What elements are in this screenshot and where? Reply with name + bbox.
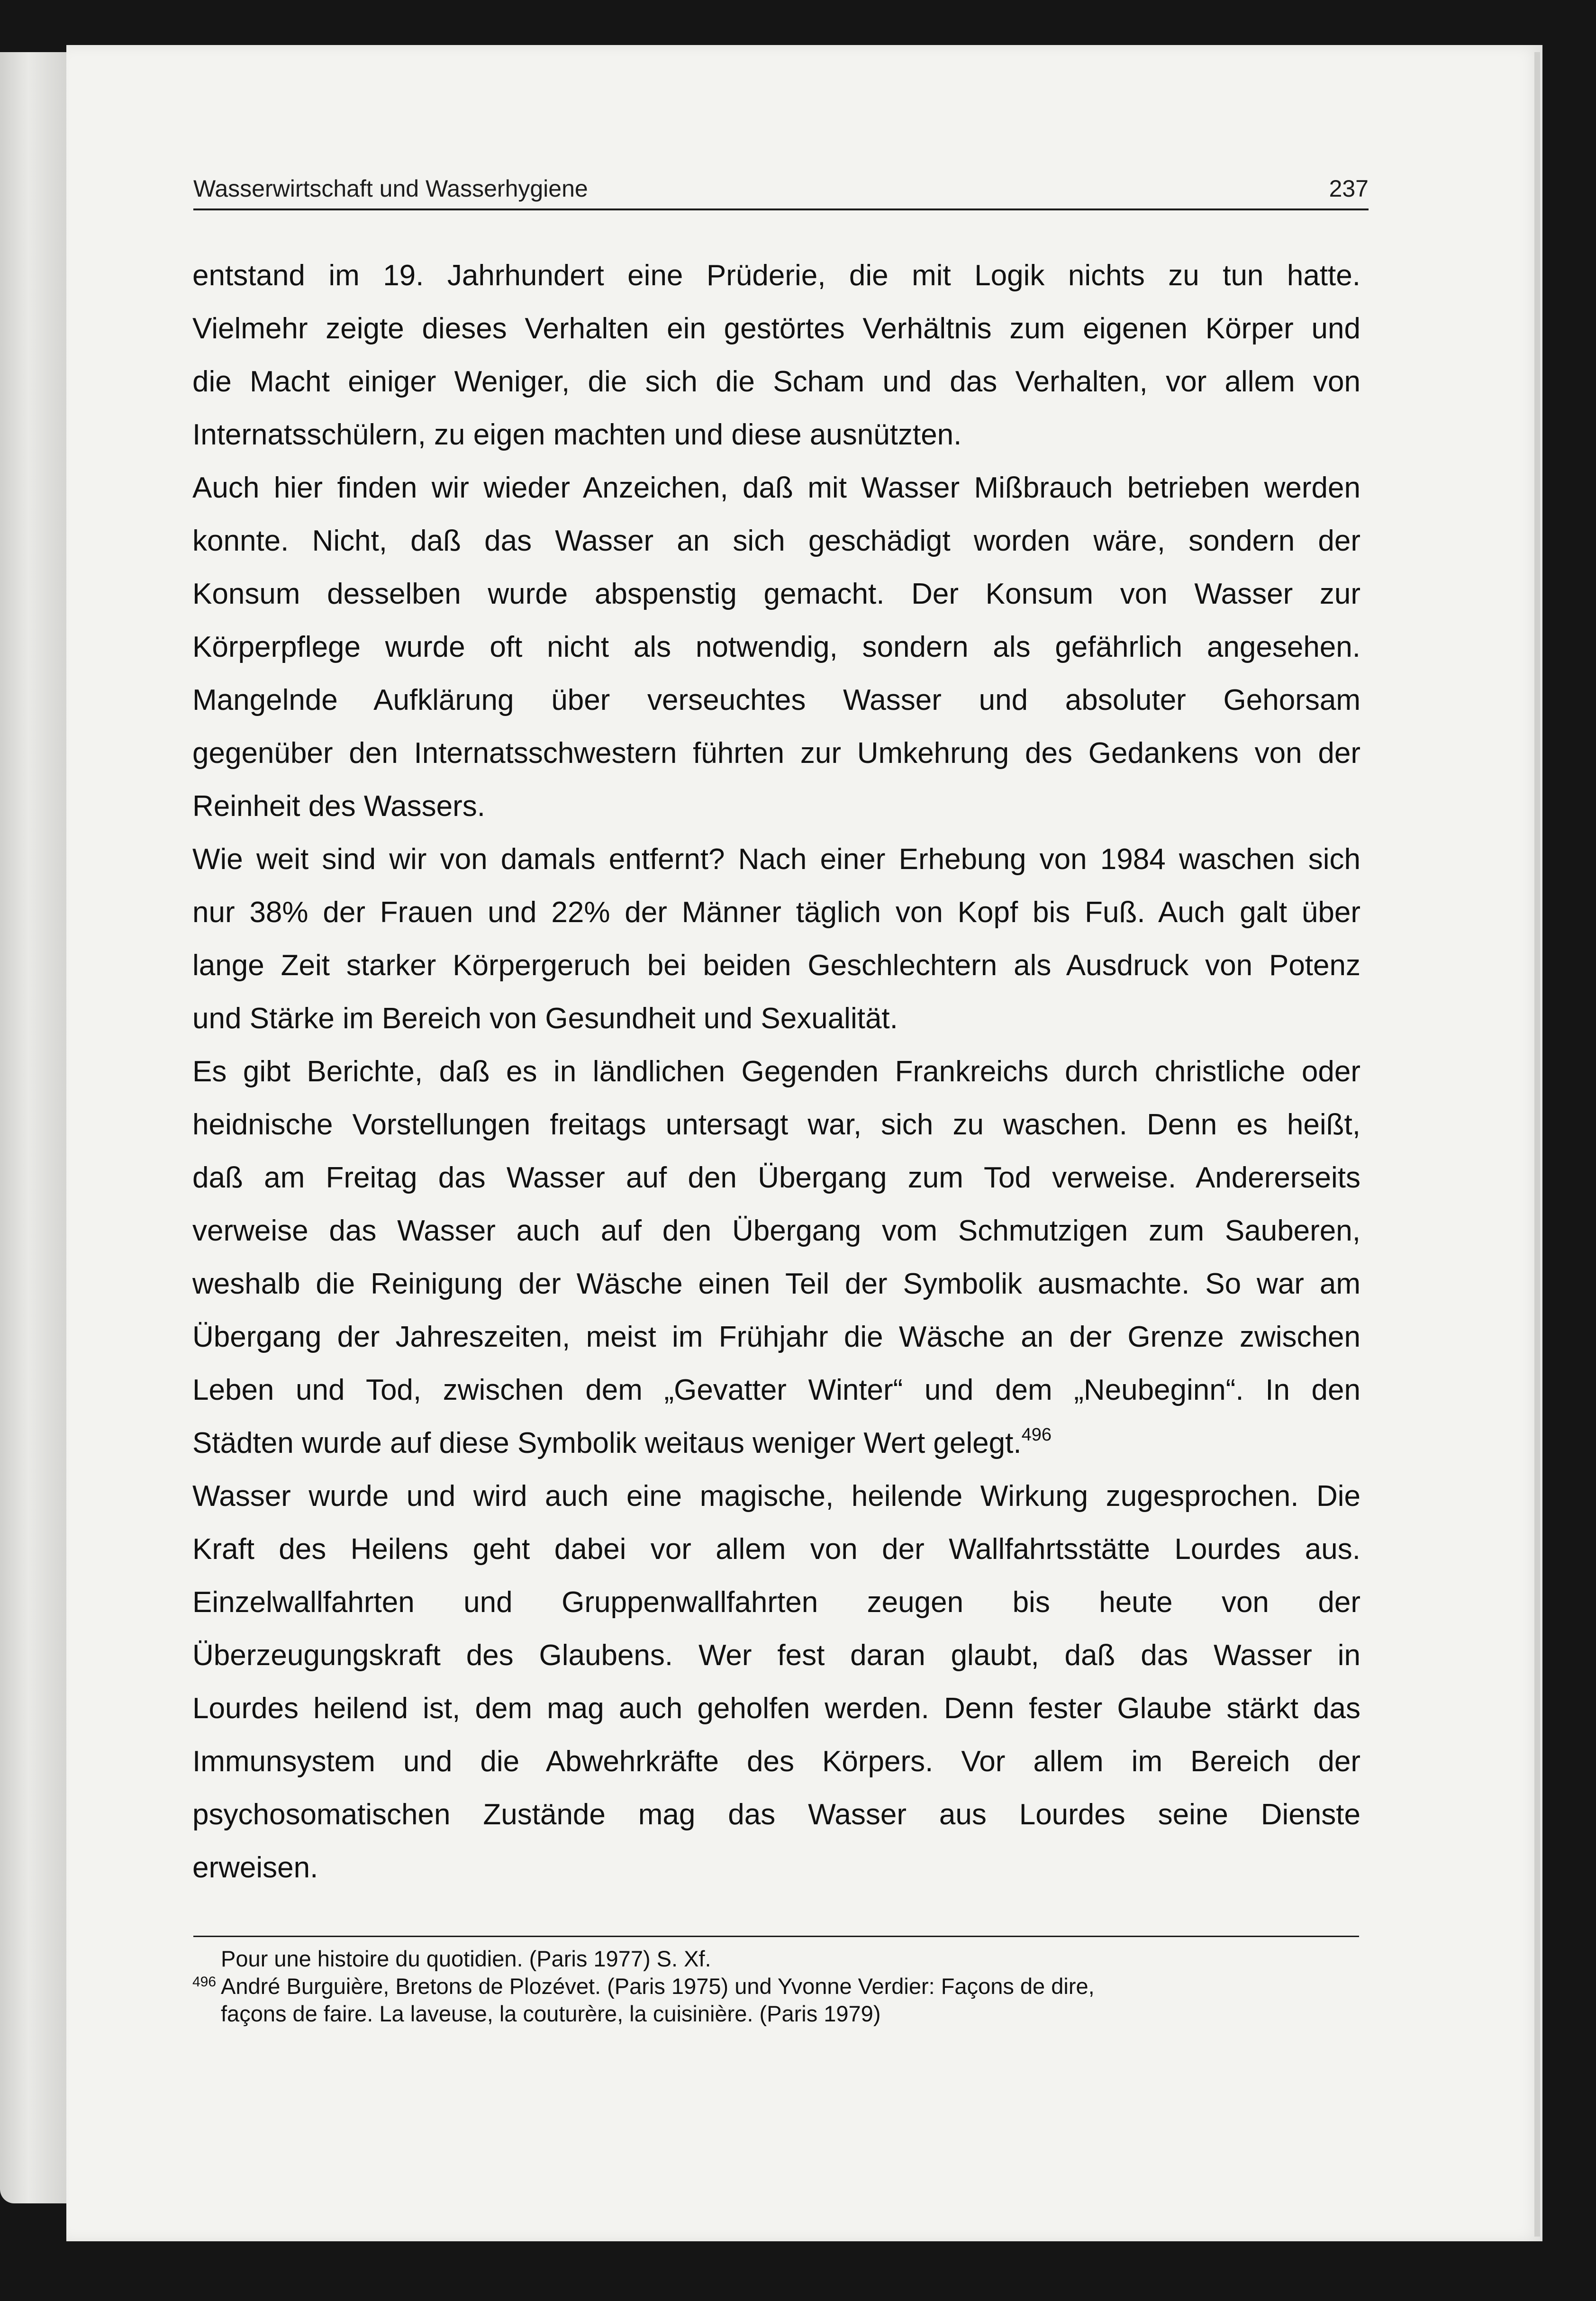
text-line: nur 38% der Frauen und 22% der Männer täglich von Kopf bis Fuß. Auch galt über bbox=[192, 896, 1360, 929]
text-line: Internatsschülern, zu eigen machten und diese ausnützten. bbox=[192, 418, 962, 451]
text-line: Einzelwallfahrten und Gruppenwallfahrten zeugen bis heute von der bbox=[192, 1586, 1360, 1619]
text-line: Leben und Tod, zwischen dem „Gevatter Winter“ und dem „Neubeginn“. In den bbox=[192, 1374, 1360, 1406]
book-page-stack bbox=[0, 52, 71, 2203]
text-line: Immunsystem und die Abwehrkräfte des Körpers. Vor allem im Bereich der bbox=[192, 1745, 1360, 1778]
text-line: Es gibt Berichte, daß es in ländlichen Gegenden Frankreichs durch christliche oder bbox=[192, 1055, 1360, 1088]
body-text bbox=[192, 251, 1360, 1896]
page-number: 237 bbox=[1329, 175, 1369, 202]
footnote-496: 496 André Burguière, Bretons de Plozévet. (Paris 1975) und Yvonne Verdier: Façons de dire, bbox=[192, 1974, 1095, 1999]
text-line: Lourdes heilend ist, dem mag auch geholfen werden. Denn fester Glaube stärkt das bbox=[192, 1692, 1360, 1725]
text-line: Überzeugungskraft des Glaubens. Wer fest daran glaubt, daß das Wasser in bbox=[192, 1639, 1360, 1672]
text-line: Körperpflege wurde oft nicht als notwendig, sondern als gefährlich angesehen. bbox=[192, 631, 1360, 663]
header-title: Wasserwirtschaft und Wasserhygiene bbox=[193, 175, 588, 202]
text-line: konnte. Nicht, daß das Wasser an sich geschädigt worden wäre, sondern der bbox=[192, 525, 1360, 557]
footnote-continuation: façons de faire. La laveuse, la couturère, la cuisinière. (Paris 1979) bbox=[221, 2001, 881, 2026]
footnote-separator bbox=[193, 1936, 1359, 1937]
text-line: Vielmehr zeigte dieses Verhalten ein gestörtes Verhältnis zum eigenen Körper und bbox=[192, 312, 1360, 345]
text-line: Wasser wurde und wird auch eine magische, heilende Wirkung zugesprochen. Die bbox=[192, 1480, 1360, 1513]
text-line: Übergang der Jahreszeiten, meist im Frühjahr die Wäsche an der Grenze zwischen bbox=[192, 1321, 1360, 1353]
text-line: Mangelnde Aufklärung über verseuchtes Wasser und absoluter Gehorsam bbox=[192, 684, 1360, 716]
text-line-with-footnote-ref bbox=[192, 1419, 1360, 1472]
footnote-text: André Burguière, Bretons de Plozévet. (Paris 1975) und Yvonne Verdier: Façons de dire, bbox=[221, 1974, 1095, 1999]
text-line: verweise das Wasser auch auf den Übergang vom Schmutzigen zum Sauberen, bbox=[192, 1214, 1360, 1247]
text-line: lange Zeit starker Körpergeruch bei beiden Geschlechtern als Ausdruck von Potenz bbox=[192, 949, 1360, 982]
text-line: entstand im 19. Jahrhundert eine Prüderie, die mit Logik nichts zu tun hatte. bbox=[192, 259, 1360, 292]
text-line: heidnische Vorstellungen freitags untersagt war, sich zu waschen. Denn es heißt, bbox=[192, 1108, 1360, 1141]
footnotes bbox=[192, 1945, 1377, 2028]
running-header bbox=[193, 174, 1369, 210]
text-line: Reinheit des Wassers. bbox=[192, 790, 485, 823]
text-line: Kraft des Heilens geht dabei vor allem von der Wallfahrtsstätte Lourdes aus. bbox=[192, 1533, 1360, 1566]
text-line: Städten wurde auf diese Symbolik weitaus weniger Wert gelegt. bbox=[192, 1427, 1022, 1459]
footnote-reference: 496 bbox=[1021, 1425, 1052, 1445]
text-line: und Stärke im Bereich von Gesundheit und Sexualität. bbox=[192, 1002, 898, 1035]
text-line: weshalb die Reinigung der Wäsche einen Teil der Symbolik ausmachte. So war am bbox=[192, 1268, 1360, 1300]
text-line: Wie weit sind wir von damals entfernt? Nach einer Erhebung von 1984 waschen sich bbox=[192, 843, 1360, 876]
text-line: Auch hier finden wir wieder Anzeichen, daß mit Wasser Mißbrauch betrieben werden bbox=[192, 471, 1360, 504]
text-line: gegenüber den Internatsschwestern führten zur Umkehrung des Gedankens von der bbox=[192, 737, 1360, 770]
text-line: Konsum desselben wurde abspenstig gemacht. Der Konsum von Wasser zur bbox=[192, 578, 1360, 610]
text-line: psychosomatischen Zustände mag das Wasser aus Lourdes seine Dienste bbox=[192, 1798, 1360, 1831]
text-line: die Macht einiger Weniger, die sich die Scham und das Verhalten, vor allem von bbox=[192, 365, 1360, 398]
text-line: erweisen. bbox=[192, 1851, 318, 1884]
text-line: daß am Freitag das Wasser auf den Übergang zum Tod verweise. Andererseits bbox=[192, 1161, 1360, 1194]
footnote-carry-over: Pour une histoire du quotidien. (Paris 1977) S. Xf. bbox=[221, 1946, 711, 1971]
page-edge bbox=[1534, 52, 1540, 2237]
